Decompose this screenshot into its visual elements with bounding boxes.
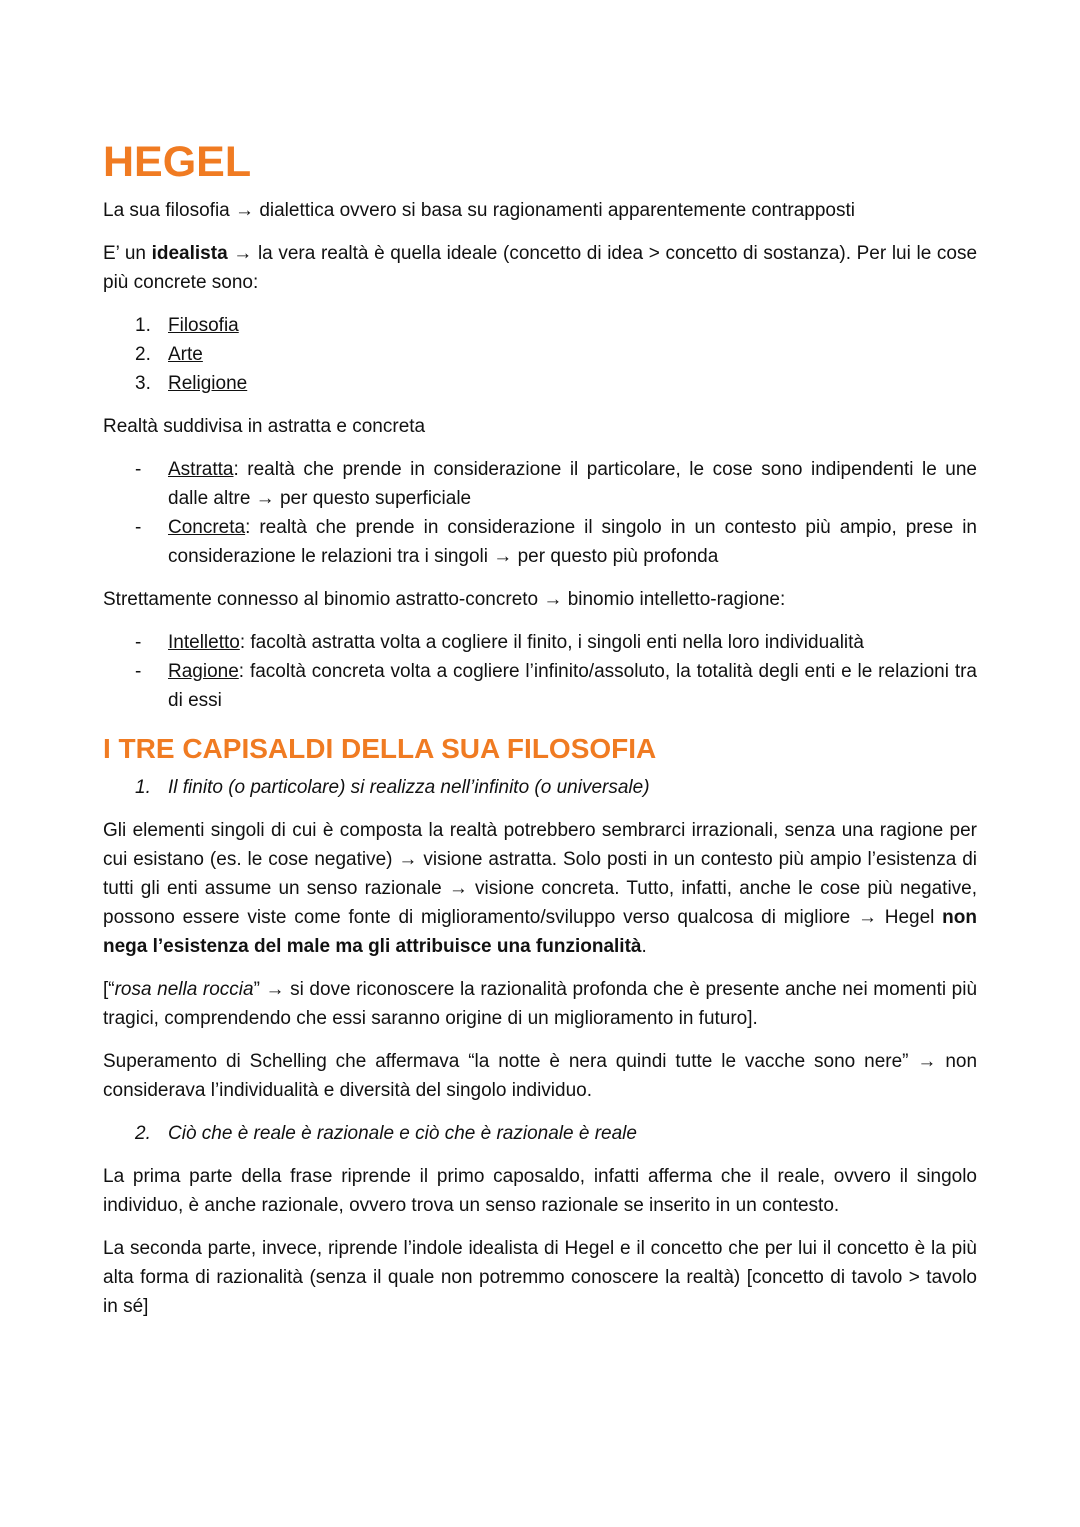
paragraph-prima-parte: La prima parte della frase riprende il primo caposaldo, infatti afferma che il reale, ovvero il singolo individuo, è anche razionale, ovvero trova un senso razionale se inserito in un contesto.: [103, 1166, 977, 1216]
arrow-icon: →: [255, 488, 275, 509]
dash-list-realta: [103, 455, 977, 571]
paragraph-elementi: [103, 816, 977, 961]
text-span: dialettica ovvero si basa su ragionamenti apparentemente contrapposti: [259, 200, 856, 221]
paragraph-seconda-parte: La seconda parte, invece, riprende l’indole idealista di Hegel e il concetto che per lui il concetto è la più alta forma di razionalità (senza il quale non potremmo conoscere la realtà) [concetto di tavolo > tavolo in sé]: [103, 1238, 977, 1317]
arrow-icon: →: [398, 849, 418, 870]
list-item: [103, 369, 977, 398]
list-number: 3.: [135, 373, 151, 394]
list-item-label: Arte: [168, 344, 203, 365]
bold-term: idealista: [151, 243, 228, 264]
arrow-icon: →: [448, 878, 468, 899]
dash-marker: -: [135, 459, 142, 480]
numbered-list: [103, 311, 977, 398]
list-text: per questo superficiale: [279, 488, 472, 509]
text-span: [“: [103, 979, 115, 1000]
text-span: si dove riconoscere la razionalità profonda che è presente anche nei momenti più tragici, comprendendo che essi saranno origine di un miglioramento in futuro].: [103, 979, 978, 1029]
caposaldo-text: Il finito (o particolare) si realizza nell’infinito (o universale): [168, 777, 650, 798]
list-number: 1.: [135, 315, 151, 336]
dash-marker: -: [135, 661, 142, 682]
arrow-icon: →: [493, 546, 513, 567]
text-span: binomio intelletto-ragione:: [567, 589, 786, 610]
caposaldo-2: [103, 1119, 977, 1148]
dash-marker: -: [135, 517, 142, 538]
list-term: Concreta: [168, 517, 246, 538]
arrow-icon: →: [265, 979, 285, 1000]
arrow-icon: →: [233, 243, 253, 264]
paragraph-filosofia: [103, 196, 977, 225]
text-span: .: [641, 936, 647, 957]
list-item-label: Filosofia: [168, 315, 239, 336]
list-number: 2.: [135, 344, 151, 365]
section-title: I TRE CAPISALDI DELLA SUA FILOSOFIA: [103, 733, 657, 764]
list-item: [103, 628, 977, 657]
arrow-icon: →: [235, 200, 255, 221]
list-text: per questo più profonda: [517, 546, 719, 567]
bold-statement: non nega l’esistenza del male ma gli attribuisce una funzionalità: [103, 907, 977, 957]
text-span: Superamento di Schelling che affermava “la notte è nera quindi tutte le vacche sono nere”: [103, 1051, 909, 1072]
list-text: : facoltà concreta volta a cogliere l’infinito/assoluto, la totalità degli enti e le relazioni tra di essi: [168, 661, 977, 711]
list-term: Astratta: [168, 459, 234, 480]
text-span: ”: [253, 979, 260, 1000]
text-span: visione concreta. Tutto, infatti, anche le cose più negative, possono essere viste come fonte di miglioramento/sviluppo verso qualcosa di migliore: [103, 878, 978, 928]
document-content: [103, 134, 977, 1335]
dash-marker: -: [135, 632, 142, 653]
text-span: E’ un: [103, 243, 146, 264]
text-span: La sua filosofia: [103, 200, 230, 221]
caposaldo-number: 1.: [135, 777, 151, 798]
dash-list-intelletto: [103, 628, 977, 715]
text-span: non considerava l’individualità e diversità del singolo individuo.: [103, 1051, 978, 1101]
text-span: la vera realtà è quella ideale (concetto di idea > concetto di sostanza). Per lui le cose più concrete sono:: [103, 243, 978, 293]
arrow-icon: →: [543, 589, 563, 610]
paragraph-schelling: [103, 1047, 977, 1105]
list-text: : realtà che prende in considerazione il particolare, le cose sono indipendenti le une dalle altre: [168, 459, 977, 509]
paragraph-binomio: [103, 585, 977, 614]
list-term: Ragione: [168, 661, 239, 682]
list-item: [103, 657, 977, 715]
list-text: : realtà che prende in considerazione il singolo in un contesto più ampio, prese in considerazione le relazioni tra i singoli: [168, 517, 977, 567]
caposaldo-number: 2.: [135, 1123, 151, 1144]
page-title: HEGEL: [103, 138, 252, 186]
italic-quote: rosa nella roccia: [114, 979, 254, 1000]
list-item: [103, 311, 977, 340]
arrow-icon: →: [917, 1051, 937, 1072]
paragraph-idealista: [103, 239, 977, 297]
list-item-label: Religione: [168, 373, 248, 394]
text-span: Hegel: [884, 907, 935, 928]
paragraph-realta: Realtà suddivisa in astratta e concreta: [103, 416, 426, 437]
list-text: : facoltà astratta volta a cogliere il finito, i singoli enti nella loro individualità: [239, 632, 864, 653]
caposaldo-text: Ciò che è reale è razionale e ciò che è razionale è reale: [168, 1123, 637, 1144]
text-span: visione astratta. Solo posti in un contesto più ampio l’esistenza di tutti gli enti assume un senso razionale: [103, 849, 977, 899]
text-span: Strettamente connesso al binomio astratto-concreto: [103, 589, 539, 610]
list-item: [103, 340, 977, 369]
list-item: [103, 513, 977, 571]
text-span: Gli elementi singoli di cui è composta la realtà potrebbero sembrarci irrazionali, senza una ragione per cui esistano (es. le cose negative): [103, 820, 977, 870]
arrow-icon: →: [857, 907, 877, 928]
list-item: [103, 455, 977, 513]
list-term: Intelletto: [168, 632, 240, 653]
paragraph-rosa: [103, 975, 977, 1033]
caposaldo-1: [103, 773, 977, 802]
